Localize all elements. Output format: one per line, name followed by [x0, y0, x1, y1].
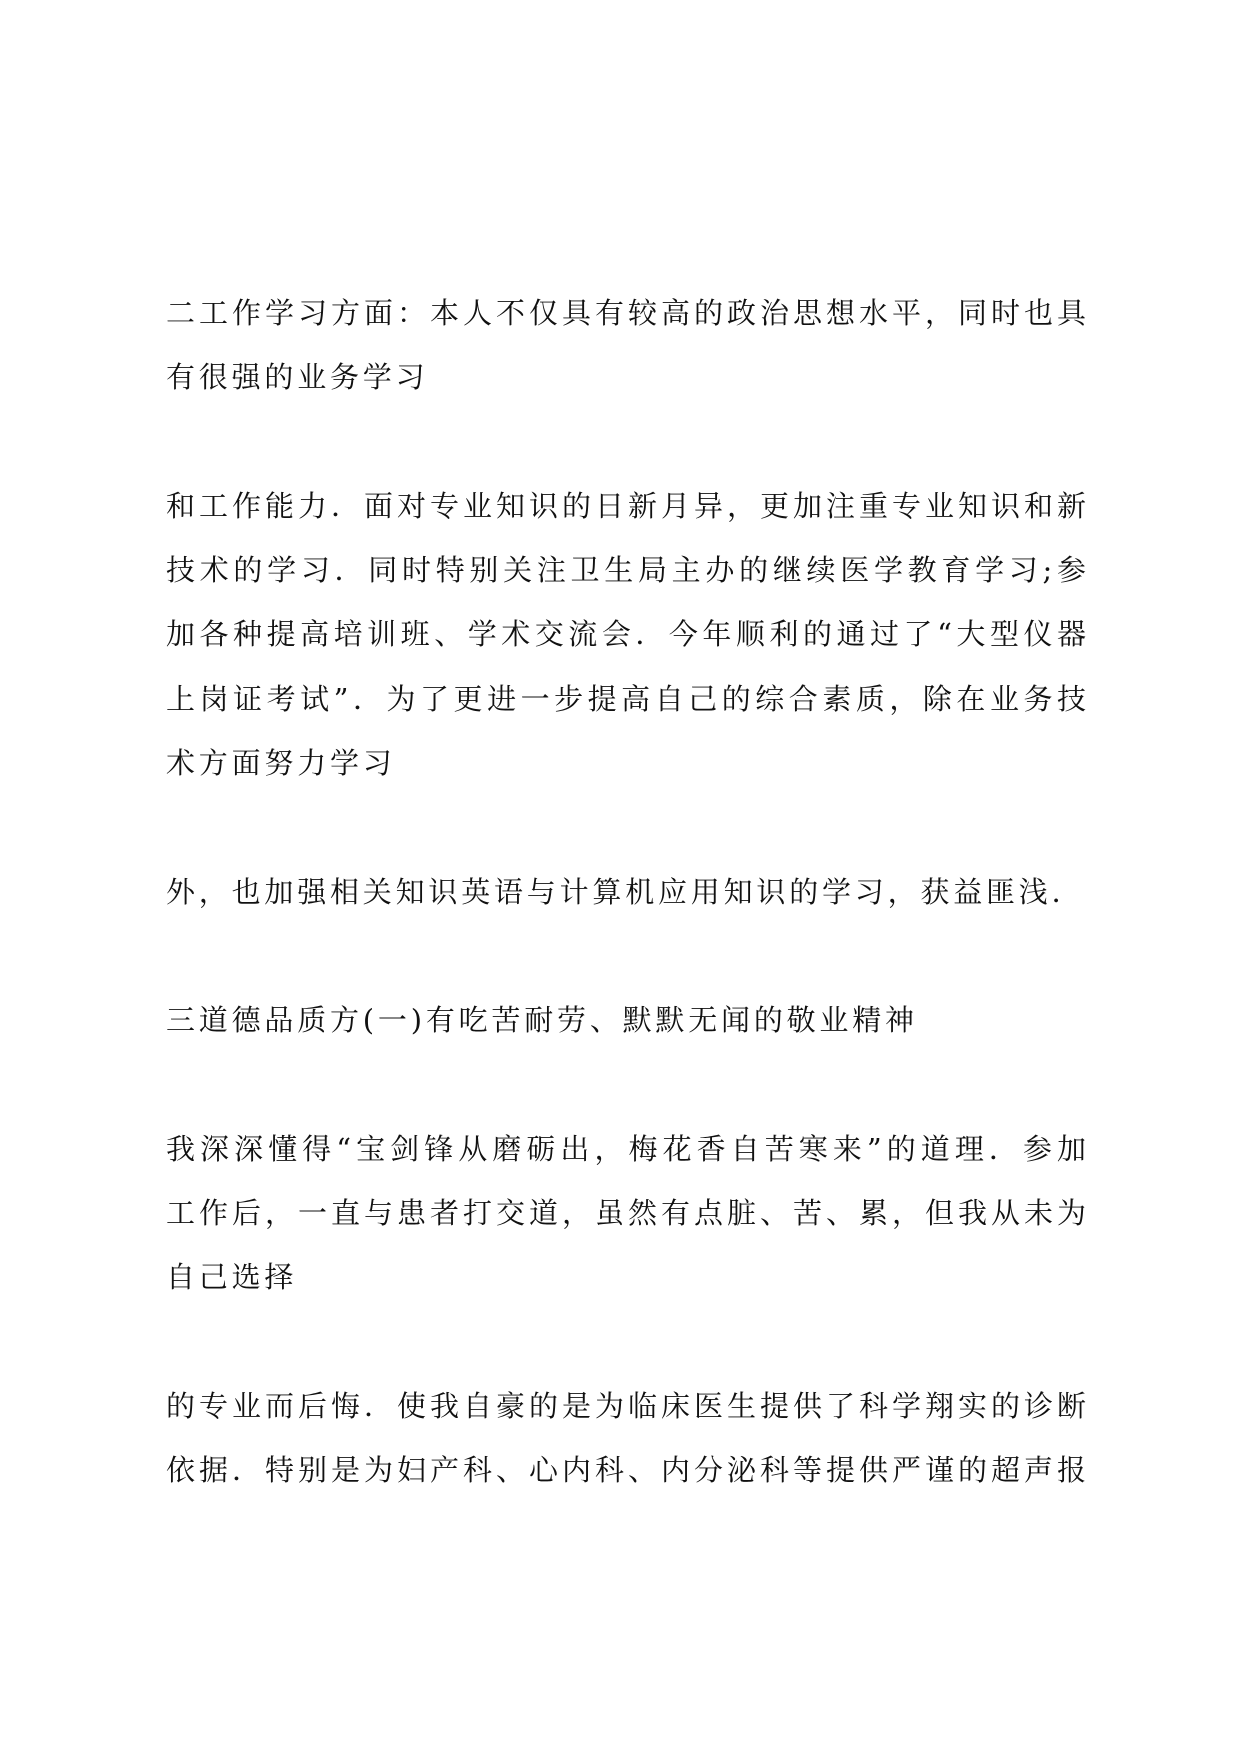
text-line: 三道德品质方(一)有吃苦耐劳、默默无闻的敬业精神: [166, 1003, 918, 1038]
paragraph: [166, 1374, 1086, 1503]
text-line: 自己选择: [166, 1260, 298, 1295]
section-heading: [166, 988, 1086, 1052]
text-line: 二工作学习方面：本人不仅具有较高的政治思想水平，同时也具: [166, 296, 1086, 330]
text-line: 加各种提高培训班、学术交流会．今年顺利的通过了“大型仪器: [166, 617, 1086, 652]
paragraph: [166, 860, 1086, 924]
text-line: 上岗证考试”．为了更进一步提高自己的综合素质，除在业务技: [166, 681, 1086, 716]
paragraph: [166, 474, 1086, 795]
paragraph: [166, 281, 1086, 410]
text-line: 有很强的业务学习: [166, 360, 429, 395]
document-page: [166, 281, 1086, 1567]
text-line: 工作后，一直与患者打交道，虽然有点脏、苦、累，但我从未为: [166, 1196, 1086, 1231]
text-line: 术方面努力学习: [166, 746, 396, 781]
text-line: 技术的学习．同时特别关注卫生局主办的继续医学教育学习;参: [166, 553, 1086, 588]
text-line: 外，也加强相关知识英语与计算机应用知识的学习，获益匪浅．: [166, 874, 1085, 909]
text-line: 和工作能力．面对专业知识的日新月异，更加注重专业知识和新: [166, 488, 1086, 523]
text-line: 依据．特别是为妇产科、心内科、内分泌科等提供严谨的超声报: [166, 1453, 1086, 1488]
paragraph: [166, 1117, 1086, 1310]
text-line: 的专业而后悔．使我自豪的是为临床医生提供了科学翔实的诊断: [166, 1389, 1086, 1424]
text-line: 我深深懂得“宝剑锋从磨砺出，梅花香自苦寒来”的道理．参加: [166, 1131, 1086, 1166]
